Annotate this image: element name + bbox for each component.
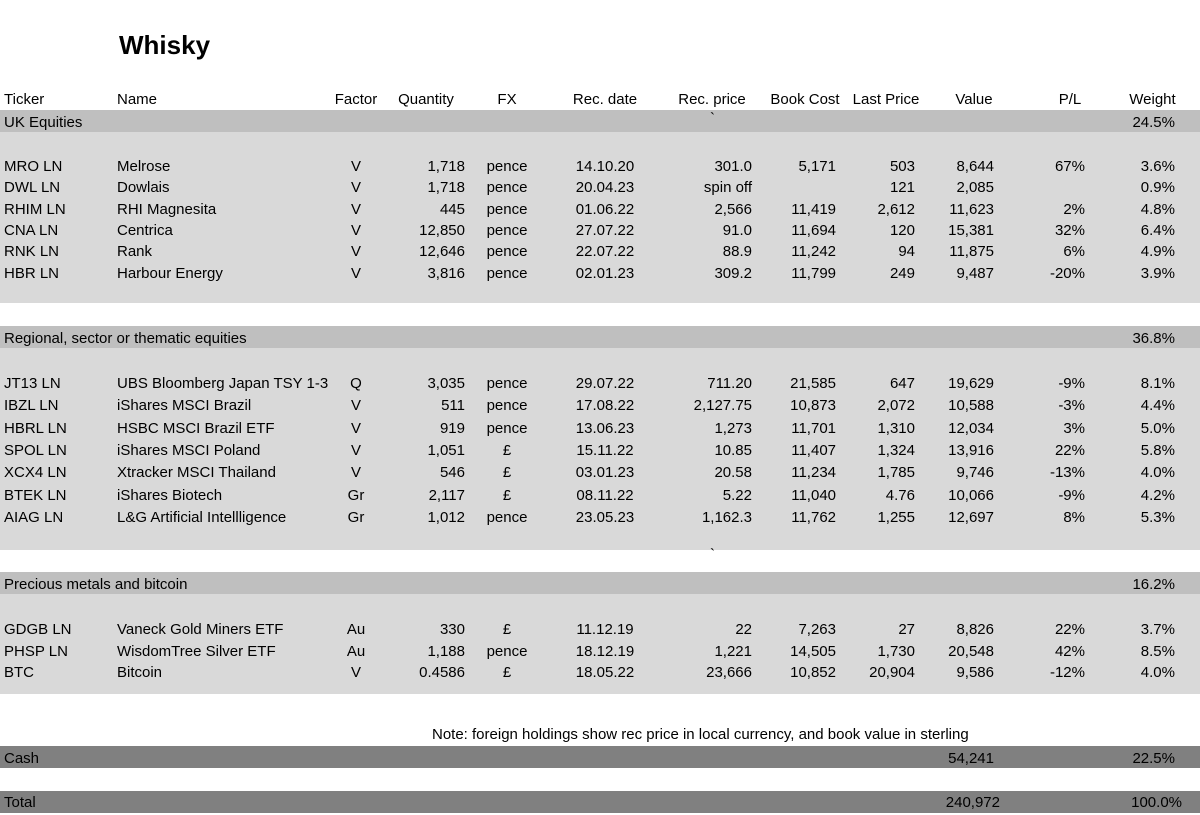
cell-name: Xtracker MSCI Thailand <box>117 464 276 482</box>
cell-pl: -20% <box>1049 264 1085 282</box>
cell-weight: 4.4% <box>1140 397 1175 415</box>
cell-book-cost: 21,585 <box>790 375 836 392</box>
cell-rec-price: 88.9 <box>722 243 752 261</box>
cell-ticker: RNK LN <box>4 243 60 261</box>
cell-ticker: HBR LN <box>4 264 60 282</box>
cell-fx: pence <box>486 375 528 392</box>
table-row <box>0 485 1200 506</box>
header-pl: P/L <box>1058 91 1082 108</box>
cell-value: 12,034 <box>948 419 994 437</box>
cell-value: 9,487 <box>956 264 994 282</box>
cell-book-cost: 10,852 <box>790 664 836 681</box>
cell-name: RHI Magnesita <box>117 200 217 218</box>
cell-name: HSBC MSCI Brazil ETF <box>117 419 275 437</box>
cell-fx: pence <box>486 158 528 175</box>
cell-weight: 8.1% <box>1140 375 1175 392</box>
cell-quantity: 1,012 <box>427 508 465 526</box>
cell-fx: pence <box>486 419 528 437</box>
cell-rec-price: 91.0 <box>722 221 752 239</box>
cell-book-cost: 7,263 <box>798 621 836 638</box>
cell-weight: 4.9% <box>1140 243 1175 261</box>
table-row <box>0 395 1200 416</box>
cell-ticker: AIAG LN <box>4 508 64 526</box>
cell-quantity: 3,816 <box>427 264 465 282</box>
cell-book-cost: 11,799 <box>791 264 836 282</box>
cell-book-cost: 11,701 <box>791 419 836 437</box>
cell-rec-date: 08.11.22 <box>576 486 634 504</box>
header-name: Name <box>117 91 158 108</box>
cell-rec-price: 23,666 <box>706 664 752 681</box>
table-row <box>0 241 1200 262</box>
cell-rec-price: spin off <box>703 179 752 197</box>
cell-pl: 3% <box>1063 419 1085 437</box>
cell-rec-date: 03.01.23 <box>575 464 635 482</box>
cell-pl: 6% <box>1063 243 1085 261</box>
cell-rec-price: 309.2 <box>714 264 752 282</box>
cell-quantity: 0.4586 <box>419 664 465 681</box>
cell-factor: V <box>350 179 361 197</box>
section-weight: 24.5% <box>1132 114 1175 131</box>
header-quantity: Quantity <box>398 91 454 108</box>
section-header-uk <box>0 112 1200 133</box>
cell-value: 9,746 <box>956 464 994 482</box>
cell-ticker: XCX4 LN <box>4 464 67 482</box>
cell-rec-price: 711.20 <box>707 375 752 392</box>
cell-value: 11,623 <box>949 200 994 218</box>
cell-name: iShares MSCI Brazil <box>117 397 252 415</box>
cell-factor: V <box>350 464 361 482</box>
cell-name: UBS Bloomberg Japan TSY 1-3 <box>117 375 329 392</box>
cell-name: L&G Artificial Intellligence <box>117 508 287 526</box>
cell-factor: Au <box>346 621 366 638</box>
cell-quantity: 1,718 <box>427 158 465 175</box>
cell-book-cost: 10,873 <box>790 397 836 415</box>
cell-fx: £ <box>502 621 512 638</box>
cell-pl: 42% <box>1054 642 1085 660</box>
cell-ticker: DWL LN <box>4 179 61 197</box>
table-row <box>0 418 1200 439</box>
cell-quantity: 1,718 <box>427 179 465 197</box>
cell-rec-date: 20.04.23 <box>575 179 635 197</box>
table-row <box>0 507 1200 528</box>
cell-factor: V <box>350 264 361 282</box>
cell-rec-price: 2,566 <box>714 200 752 218</box>
cell-ticker: MRO LN <box>4 158 63 175</box>
header-rec-date: Rec. date <box>572 91 638 108</box>
cell-book-cost: 11,234 <box>791 464 836 482</box>
cell-last-price: 94 <box>898 243 915 261</box>
cell-rec-date: 27.07.22 <box>575 221 635 239</box>
section-label: UK Equities <box>4 114 83 131</box>
cell-pl: 32% <box>1054 221 1085 239</box>
cell-name: Harbour Energy <box>117 264 223 282</box>
cell-value: 8,644 <box>956 158 994 175</box>
cell-rec-price: 10.85 <box>714 441 752 459</box>
cell-last-price: 1,255 <box>877 508 915 526</box>
cell-rec-date: 18.05.22 <box>575 664 635 681</box>
header-last-price: Last Price <box>852 91 920 108</box>
cell-fx: pence <box>486 642 528 660</box>
cell-name: WisdomTree Silver ETF <box>117 642 276 660</box>
table-row <box>0 263 1200 284</box>
cell-rec-date: 17.08.22 <box>575 397 635 415</box>
cell-book-cost: 11,242 <box>791 243 836 261</box>
cell-book-cost: 11,762 <box>791 508 836 526</box>
cell-quantity: 12,646 <box>419 243 465 261</box>
table-row <box>0 662 1200 683</box>
cell-name: Rank <box>117 243 153 261</box>
table-row <box>0 641 1200 662</box>
cell-rec-price: 1,162.3 <box>701 508 752 526</box>
cell-factor: V <box>350 664 361 681</box>
cell-factor: Au <box>346 642 366 660</box>
cell-fx: £ <box>502 441 512 459</box>
cell-value: 8,826 <box>956 621 994 638</box>
cell-last-price: 27 <box>898 621 915 638</box>
cell-fx: pence <box>486 200 528 218</box>
header-book-cost: Book Cost <box>770 91 840 108</box>
table-header <box>0 89 1200 110</box>
cell-last-price: 1,785 <box>877 464 915 482</box>
cell-value: 2,085 <box>956 179 994 197</box>
cell-value: 11,875 <box>949 243 994 261</box>
cell-name: iShares Biotech <box>117 486 223 504</box>
cell-ticker: GDGB LN <box>4 621 72 638</box>
cell-name: Vaneck Gold Miners ETF <box>117 621 284 638</box>
tick-mark: ` <box>710 546 715 563</box>
cash-label: Cash <box>4 750 40 767</box>
cell-quantity: 1,051 <box>427 441 465 459</box>
cell-book-cost: 11,040 <box>791 486 836 504</box>
cell-last-price: 4.76 <box>885 486 915 504</box>
cell-fx: pence <box>486 264 528 282</box>
total-row <box>0 792 1200 813</box>
header-fx: FX <box>497 91 517 108</box>
cell-rec-date: 01.06.22 <box>575 200 635 218</box>
tick-row <box>0 546 1200 571</box>
cell-pl: 22% <box>1054 621 1085 638</box>
cell-value: 19,629 <box>948 375 994 392</box>
table-row <box>0 199 1200 220</box>
cell-value: 20,548 <box>948 642 994 660</box>
cell-last-price: 249 <box>889 264 915 282</box>
header-ticker: Ticker <box>4 91 45 108</box>
table-row <box>0 177 1200 198</box>
cell-rec-date: 29.07.22 <box>575 375 635 392</box>
cell-weight: 3.7% <box>1140 621 1175 638</box>
cell-pl: 8% <box>1063 508 1085 526</box>
section-header-regional <box>0 328 1200 349</box>
header-rec-price: Rec. price <box>678 91 746 108</box>
cell-last-price: 120 <box>889 221 915 239</box>
cell-quantity: 445 <box>439 200 465 218</box>
cell-book-cost: 14,505 <box>790 642 836 660</box>
cell-last-price: 2,072 <box>877 397 915 415</box>
section-label: Regional, sector or thematic equities <box>4 330 247 347</box>
cell-pl: -12% <box>1049 664 1085 681</box>
cell-pl: -9% <box>1058 375 1085 392</box>
cash-row <box>0 748 1200 769</box>
cell-last-price: 1,310 <box>877 419 915 437</box>
cell-ticker: HBRL LN <box>4 419 67 437</box>
cell-weight: 4.8% <box>1140 200 1175 218</box>
cell-weight: 4.2% <box>1140 486 1175 504</box>
cell-factor: Q <box>350 375 362 392</box>
cell-quantity: 330 <box>439 621 465 638</box>
cell-book-cost: 11,419 <box>791 200 836 218</box>
cell-name: Centrica <box>117 221 173 239</box>
cell-weight: 5.3% <box>1140 508 1175 526</box>
total-label: Total <box>4 794 36 811</box>
cell-fx: pence <box>486 397 528 415</box>
cell-ticker: RHIM LN <box>4 200 66 218</box>
cell-quantity: 546 <box>439 464 465 482</box>
table-row <box>0 373 1200 394</box>
cell-ticker: BTC <box>4 664 34 681</box>
cell-ticker: CNA LN <box>4 221 59 239</box>
cell-fx: pence <box>486 243 528 261</box>
cell-fx: pence <box>486 508 528 526</box>
cell-rec-date: 18.12.19 <box>575 642 635 660</box>
total-value: 240,972 <box>945 794 1000 811</box>
cell-rec-date: 13.06.23 <box>575 419 635 437</box>
table-row <box>0 440 1200 461</box>
cell-quantity: 3,035 <box>427 375 465 392</box>
cell-pl: 2% <box>1063 200 1085 218</box>
cell-book-cost: 5,171 <box>798 158 836 175</box>
cell-last-price: 121 <box>889 179 915 197</box>
cell-value: 12,697 <box>948 508 994 526</box>
cell-factor: V <box>350 221 361 239</box>
cell-pl: 22% <box>1054 441 1085 459</box>
section-weight: 16.2% <box>1132 576 1175 593</box>
cell-factor: V <box>350 419 361 437</box>
cell-fx: £ <box>502 464 512 482</box>
header-weight: Weight <box>1129 91 1176 108</box>
cell-value: 15,381 <box>948 221 994 239</box>
cell-weight: 3.6% <box>1140 158 1175 175</box>
cell-quantity: 511 <box>441 397 465 415</box>
table-row <box>0 220 1200 241</box>
footnote: Note: foreign holdings show rec price in local currency, and book value in sterling <box>432 726 969 743</box>
cell-pl: -13% <box>1049 464 1085 482</box>
cell-factor: V <box>350 158 361 175</box>
cell-rec-date: 15.11.22 <box>576 441 634 459</box>
tick-mark: ` <box>710 110 715 127</box>
cell-name: Bitcoin <box>117 664 163 681</box>
cell-pl: 67% <box>1054 158 1085 175</box>
page-title: Whisky <box>119 30 211 60</box>
cell-factor: V <box>350 200 361 218</box>
cell-factor: Gr <box>347 486 365 504</box>
cell-quantity: 2,117 <box>428 486 465 504</box>
section-label: Precious metals and bitcoin <box>4 576 188 593</box>
cash-value: 54,241 <box>948 750 994 767</box>
cell-weight: 6.4% <box>1140 221 1175 239</box>
cell-ticker: BTEK LN <box>4 486 67 504</box>
cell-value: 10,066 <box>948 486 994 504</box>
cell-fx: pence <box>486 179 528 197</box>
cell-name: Melrose <box>117 158 171 175</box>
cell-rec-date: 23.05.23 <box>575 508 635 526</box>
cell-fx: pence <box>486 221 528 239</box>
cell-last-price: 20,904 <box>869 664 915 681</box>
cell-weight: 4.0% <box>1140 464 1175 482</box>
cell-rec-price: 22 <box>735 621 752 638</box>
header-value: Value <box>955 91 993 108</box>
cell-rec-price: 2,127.75 <box>693 397 752 415</box>
cell-book-cost: 11,407 <box>791 441 836 459</box>
cell-fx: £ <box>502 486 512 504</box>
cell-rec-price: 1,273 <box>714 419 752 437</box>
section-header-precious <box>0 574 1200 595</box>
cell-factor: V <box>350 243 361 261</box>
cell-book-cost: 11,694 <box>791 221 836 239</box>
cell-rec-price: 5.22 <box>722 486 752 504</box>
cell-weight: 0.9% <box>1140 179 1175 197</box>
cell-value: 13,916 <box>948 441 994 459</box>
table-row <box>0 156 1200 177</box>
cell-last-price: 503 <box>889 158 915 175</box>
cell-weight: 3.9% <box>1140 264 1175 282</box>
total-weight: 100.0% <box>1131 794 1182 811</box>
cell-rec-date: 14.10.20 <box>575 158 635 175</box>
cell-last-price: 1,324 <box>877 441 915 459</box>
cell-value: 10,588 <box>948 397 994 415</box>
cell-quantity: 919 <box>439 419 465 437</box>
table-row <box>0 619 1200 640</box>
cell-quantity: 1,188 <box>427 642 465 660</box>
cell-name: iShares MSCI Poland <box>117 441 261 459</box>
cell-ticker: IBZL LN <box>4 397 59 415</box>
cell-factor: V <box>350 441 361 459</box>
cell-last-price: 1,730 <box>877 642 915 660</box>
cell-factor: Gr <box>347 508 365 526</box>
cell-name: Dowlais <box>117 179 170 197</box>
cell-rec-price: 301.0 <box>714 158 752 175</box>
cell-ticker: JT13 LN <box>4 375 61 392</box>
cell-weight: 5.8% <box>1140 441 1175 459</box>
cell-rec-price: 20.58 <box>714 464 752 482</box>
header-factor: Factor <box>334 91 378 108</box>
cash-weight: 22.5% <box>1132 750 1175 767</box>
cell-rec-date: 22.07.22 <box>575 243 635 261</box>
cell-rec-date: 02.01.23 <box>575 264 635 282</box>
cell-pl: -3% <box>1058 397 1085 415</box>
cell-ticker: SPOL LN <box>4 441 67 459</box>
cell-value: 9,586 <box>956 664 994 681</box>
cell-fx: £ <box>502 664 512 681</box>
cell-ticker: PHSP LN <box>4 642 68 660</box>
table-row <box>0 462 1200 483</box>
cell-rec-date: 11.12.19 <box>576 621 634 638</box>
cell-last-price: 2,612 <box>877 200 915 218</box>
cell-weight: 5.0% <box>1140 419 1175 437</box>
cell-weight: 8.5% <box>1140 642 1175 660</box>
cell-quantity: 12,850 <box>419 221 465 239</box>
cell-pl: -9% <box>1058 486 1085 504</box>
cell-factor: V <box>350 397 361 415</box>
section-weight: 36.8% <box>1132 330 1175 347</box>
cell-rec-price: 1,221 <box>714 642 752 660</box>
cell-last-price: 647 <box>889 375 915 392</box>
cell-weight: 4.0% <box>1140 664 1175 681</box>
